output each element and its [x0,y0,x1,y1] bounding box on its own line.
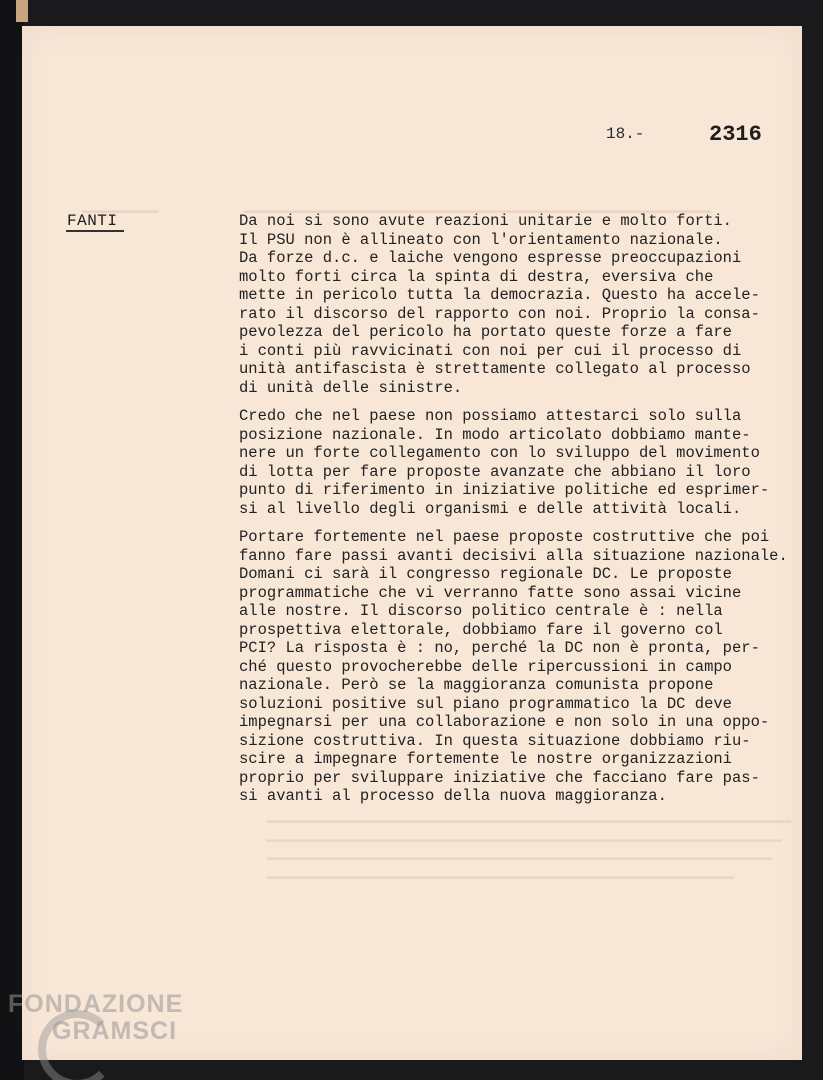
archive-watermark [8,990,183,1046]
watermark-line1: FONDAZIONE [8,990,184,1018]
bleed-through-texture: ▁▁▁▁▁▁▁▁▁▁▁▁▁▁▁▁▁▁▁▁▁▁▁▁▁▁▁▁▁▁▁▁▁▁▁▁▁▁▁▁▁▁▁▁▁▁▁▁▁▁▁▁▁▁▁ ▁▁▁▁▁▁▁▁▁▁▁▁▁▁▁▁▁▁▁▁▁▁▁▁▁▁▁▁▁▁▁▁▁▁▁▁▁▁▁▁▁▁▁▁▁▁▁▁▁▁▁▁▁▁ ▁▁▁▁▁▁▁▁▁▁▁▁▁▁▁▁▁▁▁▁▁▁▁▁▁▁▁▁▁▁▁▁▁▁▁▁▁▁▁▁▁▁▁▁▁▁▁▁▁▁▁▁▁ ▁▁▁▁▁▁▁▁▁▁▁▁▁▁▁▁▁▁▁▁▁▁▁▁▁▁▁▁▁▁▁▁▁▁▁▁▁▁▁▁▁▁▁▁▁▁▁▁▁ [267,806,792,880]
paragraph [239,407,804,518]
text-line: scire a impegnare fortemente le nostre organizzazioni [239,750,732,768]
text-line: nazionale. Però se la maggioranza comunista propone [239,676,714,694]
text-line: i conti più ravvicinati con noi per cui il processo di [239,341,742,360]
text-line: fanno fare passi avanti decisivi alla situazione nazionale. [239,546,788,565]
page-tab-marker [16,0,28,22]
speaker-name: FANTI [67,212,118,230]
text-line: Credo che nel paese non possiamo attestarci solo sulla [239,407,742,425]
bleed-through-texture: ▁▁▁▁▁▁▁▁ ▁▁▁▁▁▁▁▁▁▁▁▁▁▁▁▁▁▁▁▁▁▁▁▁▁▁▁▁▁▁▁▁▁▁▁▁▁▁▁▁▁▁▁▁▁▁▁▁▁ [82,196,711,214]
text-line: punto di riferimento in iniziative politiche ed esprimer- [239,481,770,499]
paragraph [239,528,804,806]
page-number: 18.- [606,125,645,143]
text-line: prospettiva elettorale, dobbiamo fare il governo col [239,620,723,639]
text-line: Portare fortemente nel paese proposte costruttive che poi [239,528,770,546]
paragraph [239,212,804,397]
text-line: ché questo provocherebbe delle ripercussioni in campo [239,657,732,676]
text-line: di lotta per fare proposte avanzate che abbiano il loro [239,462,751,481]
text-line: di unità delle sinistre. [239,378,463,397]
document-number: 2316 [709,122,762,147]
text-line: PCI? La risposta è : no, perché la DC non è pronta, per- [239,639,760,657]
text-line: si avanti al processo della nuova maggioranza. [239,787,667,805]
text-line: Da forze d.c. e laiche vengono espresse preoccupazioni [239,249,742,267]
text-line: programmatiche che vi verranno fatte sono assai vicine [239,583,742,602]
text-line: impegnarsi per una collaborazione e non solo in una oppo- [239,713,770,731]
document-page [22,26,802,1060]
text-line: molto forti circa la spinta di destra, eversiva che [239,267,714,286]
watermark-line2: GRAMSCI [52,1017,178,1045]
text-line: alle nostre. Il discorso politico centrale è : nella [239,602,723,620]
text-line: Domani ci sarà il congresso regionale DC. Le proposte [239,565,732,583]
text-line: nere un forte collegamento con lo sviluppo del movimento [239,444,760,462]
text-line: Il PSU non è allineato con l'orientamento nazionale. [239,230,723,249]
speech-body [239,212,804,816]
text-line: unità antifascista è strettamente collegato al processo [239,360,751,378]
speaker-underline [66,230,124,232]
text-line: Da noi si sono avute reazioni unitarie e molto forti. [239,212,732,230]
watermark-g-icon [38,1010,116,1080]
text-line: si al livello degli organismi e delle attività locali. [239,499,742,518]
scanner-border [0,0,24,1080]
text-line: proprio per sviluppare iniziative che facciano fare pas- [239,768,760,787]
text-line: soluzioni positive sul piano programmatico la DC deve [239,694,732,713]
text-line: mette in pericolo tutta la democrazia. Questo ha accele- [239,286,760,304]
text-line: posizione nazionale. In modo articolato dobbiamo mante- [239,425,751,444]
text-line: pevolezza del pericolo ha portato queste forze a fare [239,323,732,341]
text-line: sizione costruttiva. In questa situazione dobbiamo riu- [239,731,751,750]
text-line: rato il discorso del rapporto con noi. Proprio la consa- [239,304,760,323]
